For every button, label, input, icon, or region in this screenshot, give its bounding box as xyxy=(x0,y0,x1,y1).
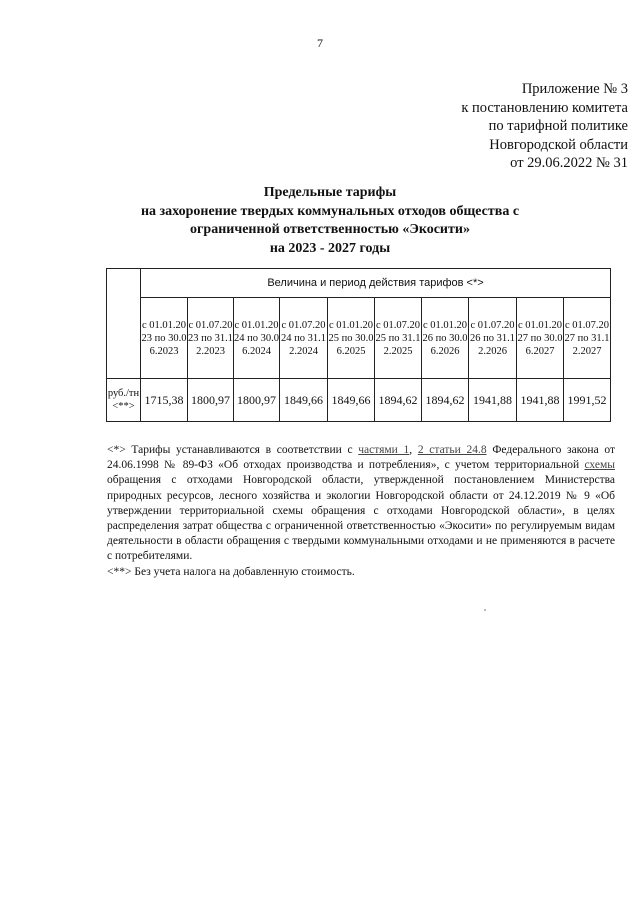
footnote-text: <*> Тарифы устанавливаются в соответствии с xyxy=(107,444,359,456)
page-number: 7 xyxy=(317,36,323,50)
footnote-vat: <**> Без учета налога на добавленную стоимость. xyxy=(107,565,355,578)
footnote-tariffs xyxy=(107,443,615,565)
tariff-value: 1849,66 xyxy=(328,379,375,422)
table-group-header: Величина и период действия тарифов <*> xyxy=(141,269,611,298)
title-line: на 2023 - 2027 годы xyxy=(269,240,391,256)
tariff-value: 1941,88 xyxy=(517,379,564,422)
tariff-value: 1715,38 xyxy=(141,379,188,422)
scheme-link[interactable]: схемы xyxy=(584,459,615,472)
tariff-value: 1894,62 xyxy=(422,379,469,422)
law-article-link[interactable]: 2 статьи 24.8 xyxy=(417,444,487,456)
law-parts-link[interactable]: частями 1 xyxy=(358,444,410,456)
period-header: с 01.01.2024 по 30.06.2024 xyxy=(234,298,280,379)
scan-speck xyxy=(484,609,486,611)
appendix-line: от 29.06.2022 № 31 xyxy=(510,155,628,171)
tariff-value: 1800,97 xyxy=(234,379,280,422)
period-header: с 01.07.2025 по 31.12.2025 xyxy=(375,298,422,379)
tariff-value: 1991,52 xyxy=(564,379,611,422)
period-header: с 01.01.2027 по 30.06.2027 xyxy=(517,298,564,379)
period-header: с 01.01.2025 по 30.06.2025 xyxy=(328,298,375,379)
period-header: с 01.07.2023 по 31.12.2023 xyxy=(188,298,234,379)
footnotes xyxy=(107,443,615,580)
tariff-value: 1849,66 xyxy=(280,379,328,422)
document-title xyxy=(100,184,560,258)
period-header: с 01.07.2026 по 31.12.2026 xyxy=(469,298,517,379)
unit-cell: руб./тн <**> xyxy=(107,379,141,422)
tariff-value: 1800,97 xyxy=(188,379,234,422)
footnote-text: обращения с отходами Новгородской области, утвержденной постановлением Министерства природных ресурсов, лесного хозяйства и экологии Новгородской области от 24.12.2019 № 9 «Об утверждении территориальной схемы обращения с отходами Новгородской области», в целях распределения затрат общества с ограниченной ответственностью «Экосити» по регулируемым видам деятельности в области обращения с твердыми коммунальными отходами и не применяются в расчете с потребителями. xyxy=(107,474,615,563)
table-row xyxy=(107,379,611,422)
footnote-text: Федерального закона от 24.06.1998 № 89-ФЗ «Об отходах производства и потребления», с учетом территориальной xyxy=(107,444,615,472)
tariff-table xyxy=(106,268,611,422)
tariff-value: 1941,88 xyxy=(469,379,517,422)
footnote-text: , xyxy=(409,444,418,456)
appendix-line: к постановлению комитета xyxy=(461,99,628,116)
period-header: с 01.01.2026 по 30.06.2026 xyxy=(422,298,469,379)
appendix-block xyxy=(368,80,628,173)
period-header: с 01.07.2024 по 31.12.2024 xyxy=(280,298,328,379)
title-line: Предельные тарифы xyxy=(263,185,397,200)
title-line: на захоронение твердых коммунальных отходов общества с xyxy=(140,203,520,219)
table-corner-cell xyxy=(107,269,141,379)
period-header: с 01.07.2027 по 31.12.2027 xyxy=(564,298,611,379)
tariff-value: 1894,62 xyxy=(375,379,422,422)
period-header: с 01.01.2023 по 30.06.2023 xyxy=(141,298,188,379)
title-line: ограниченной ответственностью «Экосити» xyxy=(190,222,470,237)
appendix-line: Новгородской области xyxy=(489,136,628,153)
appendix-line: по тарифной политике xyxy=(488,118,628,134)
appendix-line: Приложение № 3 xyxy=(521,81,628,97)
